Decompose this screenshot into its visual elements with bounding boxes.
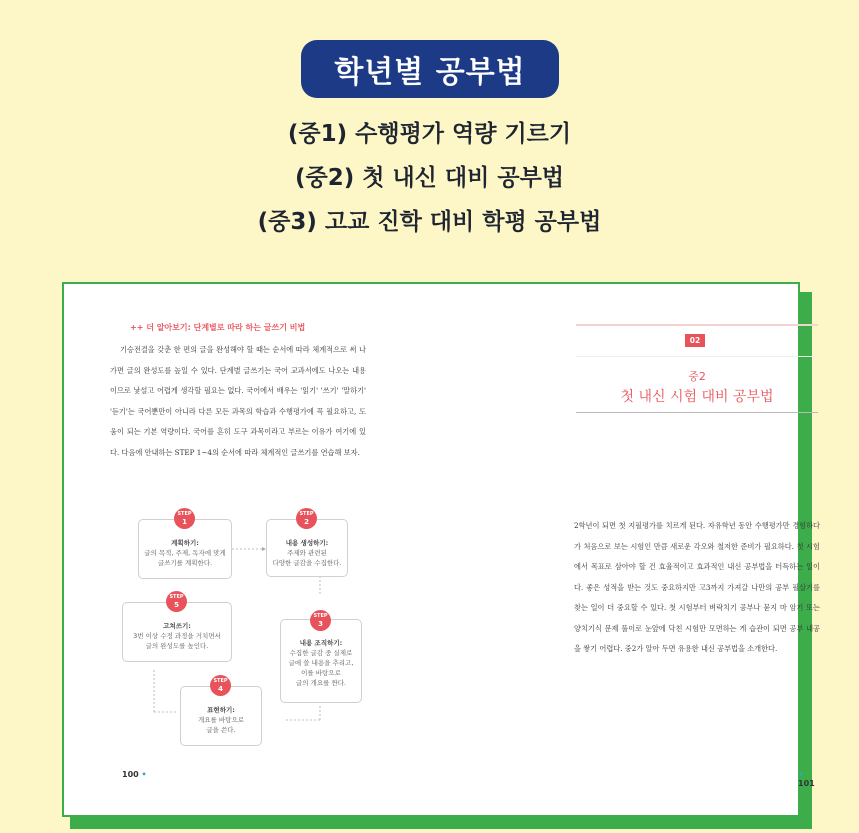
right-page-body-text: 2학년이 되면 첫 지필평가를 치르게 된다. 자유학년 동안 수행평가만 경험하다가 처음으로 보는 시험인 만큼 새로운 각오와 철저한 준비가 필요하다. 첫 시험에서 목표로 삼아야 할 건 효율적이고 효과적인 내신 공부법을 터득하는 일이다. 좋은 성적을 받는 것도 중요하지만 고3까지 가져갈 나만의 공부 필살기를 찾는 일이 더 중요할 수 있다. 첫 시험부터 벼락치기 공부나 묻지 마 암기 또는 양치기식 문제 풀이로 눈앞에 닥친 시험만 모면하는 게 습관이 되면 공부 내공을 쌓기 어렵다. 중2가 알아 두면 유용한 내신 공부법을 소개한다. xyxy=(574,521,820,653)
step-3-line: 글의 개요를 짠다. xyxy=(295,679,347,687)
page-number-text: 101 xyxy=(798,779,815,788)
section-title: 학년별 공부법 xyxy=(301,40,559,98)
step-badge-label: STEP xyxy=(299,511,314,517)
step-2-title: 내용 생성하기: xyxy=(285,539,329,547)
step-3-badge xyxy=(310,610,331,631)
step-3-line: 수집한 글감 중 실제로 xyxy=(289,649,353,657)
page-dot-icon: • xyxy=(798,770,804,779)
left-page xyxy=(64,284,432,815)
chapter-bottom-rule xyxy=(576,412,818,413)
step-5-line: 글의 완성도를 높인다. xyxy=(145,642,209,650)
subtitle-grade1: (중1) 수행평가 역량 기르기 xyxy=(287,121,572,147)
right-page-number xyxy=(798,770,815,788)
step-4-line: 개요를 바탕으로 xyxy=(197,716,245,724)
step-1-badge xyxy=(174,508,195,529)
step-3-line: 이를 바탕으로 xyxy=(301,669,341,677)
step-badge-number: 3 xyxy=(318,620,323,628)
step-5-badge xyxy=(166,591,187,612)
step-1-line: 글의 목적, 주제, 독자에 맞게 xyxy=(144,549,226,557)
chapter-top-rule xyxy=(576,324,818,326)
step-4-badge xyxy=(210,675,231,696)
step-3-line: 글에 쓸 내용을 추리고, xyxy=(288,659,354,667)
chapter-subtitle: 중2 xyxy=(688,370,706,383)
left-page-heading: ++ 더 알아보기: 단계별로 따라 하는 글쓰기 비법 xyxy=(130,323,306,332)
step-4-line: 글을 쓴다. xyxy=(206,726,236,734)
step-badge-label: STEP xyxy=(169,594,184,600)
step-badge-label: STEP xyxy=(313,613,328,619)
step-badge-number: 1 xyxy=(182,518,187,526)
step-3-title: 내용 조직하기: xyxy=(299,639,343,647)
step-4-title: 표현하기: xyxy=(207,706,235,714)
step-2-badge xyxy=(296,508,317,529)
right-page xyxy=(432,284,820,815)
chapter-number-badge: 02 xyxy=(685,334,705,347)
subtitle-grade2: (중2) 첫 내신 대비 공부법 xyxy=(294,165,565,191)
chapter-mid-rule xyxy=(576,356,818,357)
chapter-title: 첫 내신 시험 대비 공부법 xyxy=(620,389,774,405)
step-5-line: 3번 이상 수정 과정을 거치면서 xyxy=(133,632,221,640)
page-dot-icon: • xyxy=(141,770,147,779)
step-2-line: 다양한 글감을 수집한다. xyxy=(272,559,342,567)
step-badge-label: STEP xyxy=(177,511,192,517)
page-number-text: 100 xyxy=(122,770,139,779)
book-spread xyxy=(62,282,820,817)
step-badge-number: 2 xyxy=(304,518,309,526)
subtitle-grade3: (중3) 고교 진학 대비 학평 공부법 xyxy=(257,209,602,235)
step-badge-number: 4 xyxy=(218,685,223,693)
step-1-title: 계획하기: xyxy=(171,539,199,547)
right-page-paragraph xyxy=(574,516,820,660)
step-5-title: 고쳐쓰기: xyxy=(163,622,191,630)
step-3-box xyxy=(280,619,362,703)
left-page-number xyxy=(122,770,147,779)
step-badge-number: 5 xyxy=(174,601,179,609)
step-2-line: 주제와 관련된 xyxy=(287,549,327,557)
left-page-body-text: 기승전결을 갖춘 한 편의 글을 완성해야 할 때는 순서에 따라 체계적으로 써 나가면 글의 완성도를 높일 수 있다. 단계별 글쓰기는 국어 교과서에도 나오는 내용이므로 낯설고 어렵게 생각할 필요는 없다. 국어에서 배우는 '읽기' '쓰기' '말하기' '듣기'는 국어뿐만이 아니라 다른 모든 과목의 학습과 수행평가에 꼭 필요하고, 도움이 되는 기본 역량이다. 국어를 흔히 도구 과목이라고 부르는 이유가 여기에 있다. 다음에 안내하는 STEP 1~4의 순서에 따라 체계적인 글쓰기를 연습해 보자. xyxy=(110,345,366,457)
step-badge-label: STEP xyxy=(213,678,228,684)
subtitle-list xyxy=(0,112,859,244)
step-1-line: 글쓰기를 계획한다. xyxy=(157,559,213,567)
